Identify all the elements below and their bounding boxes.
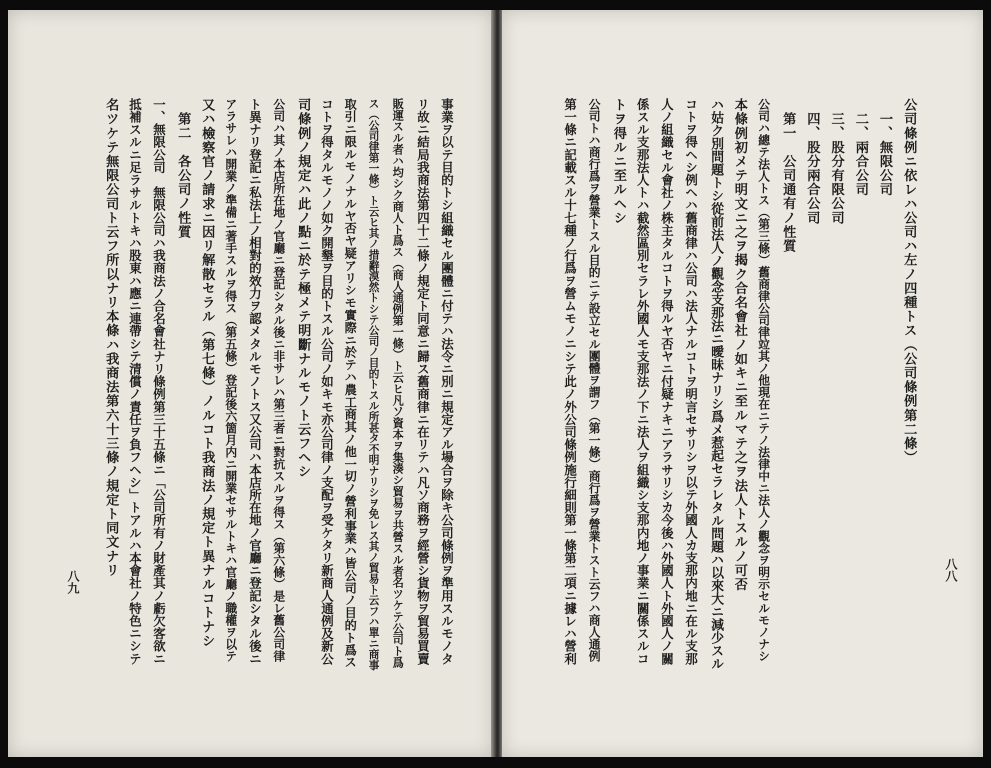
right-page-column: トヲ得ルニ至ルヘシ: [610, 98, 626, 225]
right-page-column: コトヲ得ヘシ例ヘハ舊商律ハ公司ハ法人ナルコトヲ明言セサリシヲ以テ外國人カ支那内地ニ在ル支那: [683, 98, 699, 665]
left-page-number: 八九: [66, 570, 80, 594]
right-page-column: 人ノ組織セル會社ノ株主タルコトヲ得ルヤ否ヤニ付疑ナキニアラサリシカ今後ハ外國人ト外國人ノ關: [659, 98, 675, 665]
left-page-column: リ故ニ結局我商法第四十二條ノ規定ト同意ニ歸ス舊商律ニ在リテハ凡ソ商務ヲ經營シ貨物ヲ貿易買賣: [415, 98, 431, 665]
left-page-column: ス（公司律第一條）ト云ヒ其ノ措辭漠然トシテ公司ノ目的トスル所甚タ不明ナリシヲ免レス其ノ貿易ト云フハ單ニ商事: [367, 98, 380, 671]
right-page-column: 二、兩合公司: [852, 112, 868, 197]
right-page-column: 公司ハ總テ法人トス（第三條）舊商律公司律竝其ノ他現在ニテノ法律中ニ法人ノ觀念ヲ明示セルモノナシ: [756, 98, 771, 662]
left-page-column: ト異ナリ登記ニ私法上ノ相對的效力ヲ認メタルモノトス又公司ハ本店所在地ノ官廳ニ登記シタル後ニ: [247, 98, 263, 665]
right-page: [502, 10, 983, 757]
left-page-column: アラサレハ開業ノ準備ニ著手スルヲ得ス（第五條）登記後六箇月内ニ開業セサルトキハ官廳ノ職權ヲ以テ: [223, 98, 238, 662]
right-page-column: 第一條ニ記載スル十七種ノ行爲ヲ營ムモノニシテ此ノ外公司條例施行細則第一條第二項ニ據レハ營利: [562, 98, 578, 665]
left-page-column: 販運スル者ハ均シク商人ト爲ス（商人通例第一條）ト云ヒ凡ソ資本ヲ集湊シ貿易ヲ共營スル者名ツケテ公司ト爲: [391, 98, 406, 668]
right-page-column: 一、無限公司: [877, 112, 892, 197]
left-page-column: 取引ニ限ルモノナルヤ否ヤ疑アリシモ實際ニ於テハ農工商其ノ他一切ノ營利事業ハ皆公司ノ目的ト爲ス: [343, 98, 358, 669]
right-page-number: 八八: [944, 558, 958, 582]
left-page-column: 司條例ノ規定ハ此ノ點ニ於テ極メテ明斷ナルモノト云フヘシ: [295, 98, 311, 479]
left-page: [8, 10, 493, 757]
left-page-column: コトヲ得タルモノノ如ク開墾ヲ目的トスル公司ノ如キモ亦公司律ノ支配ヲ受ケタリ新商人通例及新公: [319, 98, 335, 665]
right-page-column: 係スル支那法人トハ截然區別セラレ外國人モ支那法ノ下ニ法人ヲ組織シ支那内地ノ事業ニ關係スルコ: [635, 98, 651, 665]
left-page-column: 抵補スルニ足ラサルトキハ股東ハ應ニ連帶シテ清償ノ責任ヲ負フヘシ」トアルハ本會社ノ特色ニシテ: [127, 98, 143, 665]
left-page-column: 一、無限公司 無限公司ハ我商法ノ合名會社ナリ條例第三十五條ニ「公司所有ノ財產其ノ虧欠客欲ニ: [151, 98, 167, 665]
right-page-column: 本條例初メテ明文ニ之ヲ揭ク合名會社ノ如キニ至ルマテ之ヲ法人トスルノ可否: [731, 98, 747, 592]
left-page-column: 事業ヲ以テ目的トシ組織セル團體ニ付テハ法令ニ別ニ規定アル場合ヲ除キ公司條例ヲ準用スルモノタ: [439, 98, 455, 665]
left-page-column: 第二 各公司ノ性質: [175, 112, 191, 239]
right-page-column: 第一 公司通有ノ性質: [780, 112, 796, 253]
right-page-column: 公司トハ商行爲ヲ營業トスル目的ニテ設立セル團體ヲ謂フ（第一條）商行爲ヲ營業トスト云フハ商人通例: [587, 98, 602, 662]
right-page-column: 公司條例ニ依レハ公司ハ左ノ四種トス（公司條例第二條）: [901, 98, 917, 465]
right-page-column: 三、股分有限公司: [828, 112, 844, 225]
right-page-column: ハ姑ク別問題トシ從前法人ノ觀念支那法ニ曖昧ナリシ爲メ惹起セラレタル問題ハ以來大ニ減少スル: [708, 98, 724, 670]
left-page-column: 又ハ檢察官ノ請求ニ因リ解散セラル（第七條）ノルコト我商法ノ規定ト異ナルコトナシ: [199, 98, 215, 648]
right-page-column: 四、股分兩合公司: [804, 112, 820, 225]
left-page-column: 名ツケテ無限公司ト云フ所以ナリ本條ハ我商法第六十三條ノ規定ト同文ナリ: [103, 98, 119, 578]
left-page-column: 公司ハ其ノ本店所在地ノ官廳ニ登記シタル後ニ非サレハ第三者ニ對抗スルヲ得ス（第六條）是レ舊公司律: [271, 98, 286, 662]
